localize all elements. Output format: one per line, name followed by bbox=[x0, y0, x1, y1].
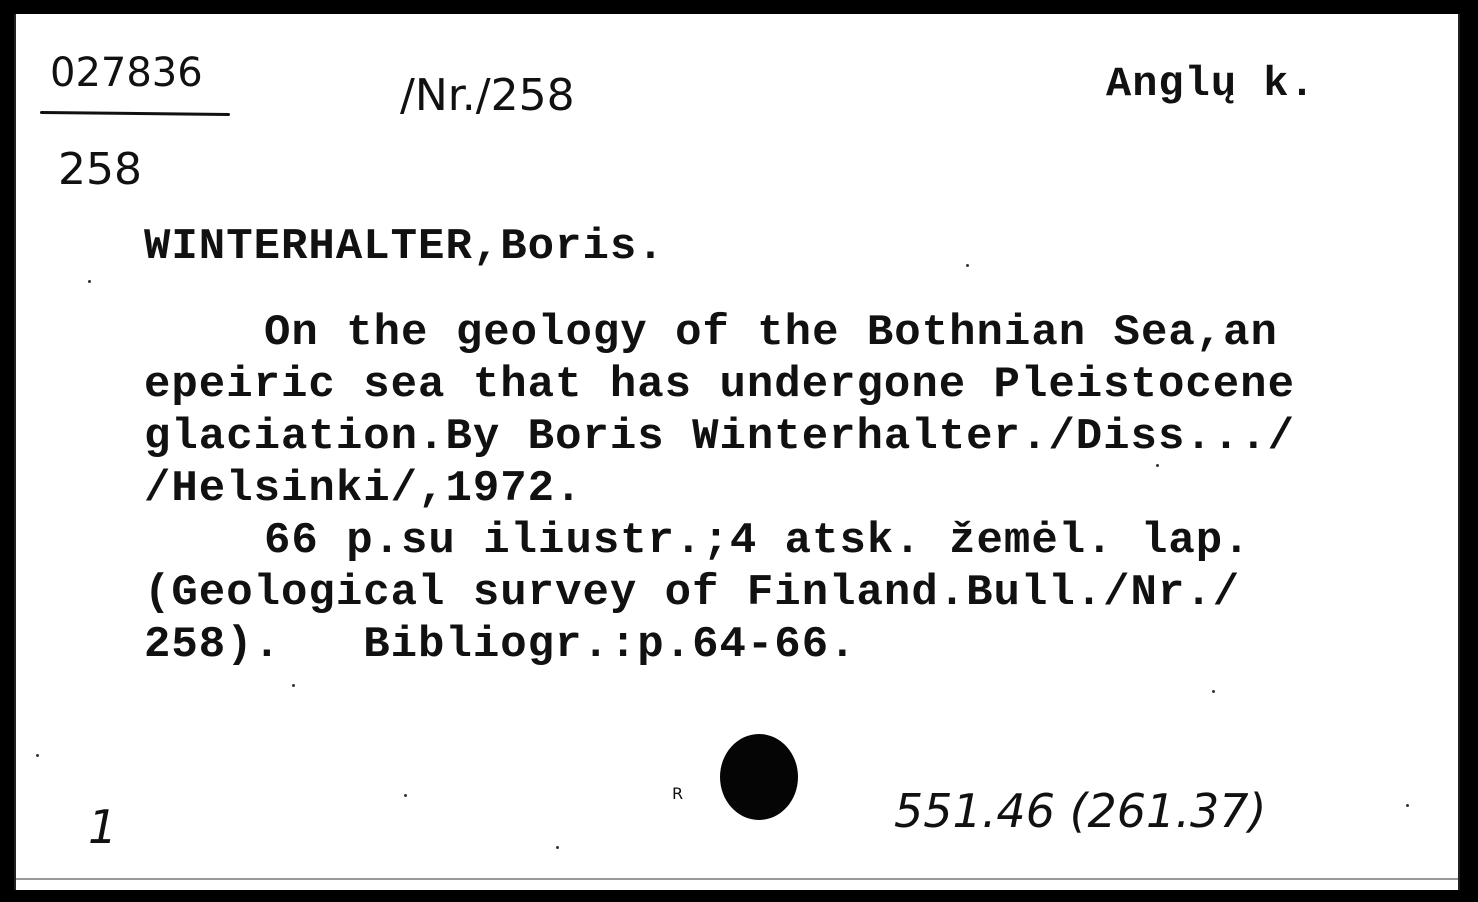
series-reference: /Nr./258 bbox=[400, 70, 575, 121]
author-heading: WINTERHALTER,Boris. bbox=[144, 222, 665, 272]
dust-speck bbox=[1406, 804, 1409, 807]
accession-underline bbox=[40, 111, 230, 116]
card-bottom-edge bbox=[16, 878, 1458, 880]
series-number-handwritten: 258 bbox=[58, 144, 142, 195]
description-line: 258). Bibliogr.:p.64-66. bbox=[144, 620, 857, 670]
udc-classification: 551.46 (261.37) bbox=[894, 784, 1267, 838]
description-line: 66 p.su iliustr.;4 atsk. žemėl. lap. bbox=[264, 516, 1251, 566]
dust-speck bbox=[36, 754, 39, 757]
dust-speck bbox=[966, 264, 969, 267]
dust-speck bbox=[1212, 690, 1215, 693]
title-line: glaciation.By Boris Winterhalter./Diss.../ bbox=[144, 412, 1295, 462]
accession-number: 027836 bbox=[50, 50, 203, 96]
catalog-card bbox=[14, 14, 1460, 890]
dust-speck bbox=[556, 846, 559, 849]
dust-speck bbox=[88, 280, 91, 283]
title-line: On the geology of the Bothnian Sea,an bbox=[264, 308, 1278, 358]
dust-speck bbox=[1156, 464, 1159, 467]
title-line: /Helsinki/,1972. bbox=[144, 464, 583, 514]
dust-speck bbox=[404, 794, 407, 797]
dust-speck bbox=[292, 684, 295, 687]
title-line: epeiric sea that has undergone Pleistocene bbox=[144, 360, 1295, 410]
copy-number: 1 bbox=[88, 800, 118, 854]
punch-hole bbox=[720, 734, 798, 820]
language-label: Anglų k. bbox=[1106, 60, 1316, 108]
hole-mark: R bbox=[672, 784, 684, 803]
description-line: (Geological survey of Finland.Bull./Nr./ bbox=[144, 568, 1241, 618]
